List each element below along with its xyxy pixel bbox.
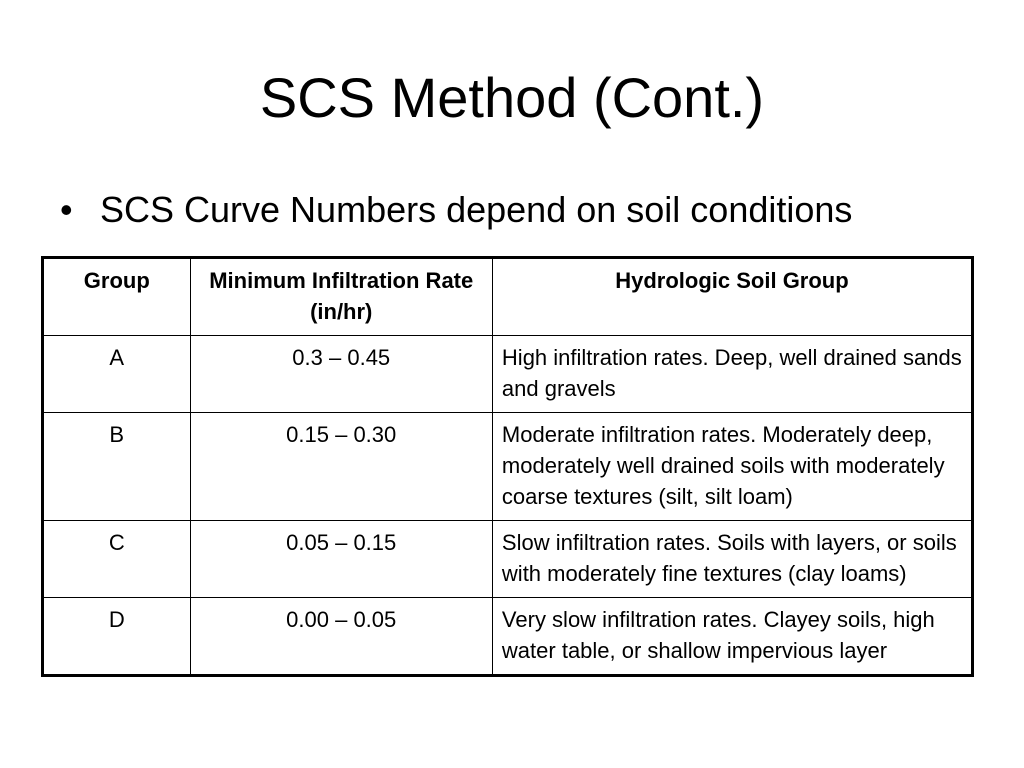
- cell-rate: 0.05 – 0.15: [190, 521, 492, 598]
- header-rate: Minimum Infiltration Rate (in/hr): [190, 258, 492, 336]
- cell-description: High infiltration rates. Deep, well drained sands and gravels: [492, 336, 972, 413]
- cell-description: Slow infiltration rates. Soils with layers, or soils with moderately fine textures (clay loams): [492, 521, 972, 598]
- header-group: Group: [43, 258, 191, 336]
- cell-rate: 0.3 – 0.45: [190, 336, 492, 413]
- table-row: [43, 598, 973, 676]
- slide-title: SCS Method (Cont.): [259, 66, 765, 129]
- cell-description: Moderate infiltration rates. Moderately deep, moderately well drained soils with moderately coarse textures (silt, silt loam): [492, 413, 972, 521]
- bullet-text: SCS Curve Numbers depend on soil conditions: [100, 189, 853, 230]
- cell-rate: 0.15 – 0.30: [190, 413, 492, 521]
- cell-description: Very slow infiltration rates. Clayey soils, high water table, or shallow impervious layer: [492, 598, 972, 676]
- table-row: [43, 521, 973, 598]
- bullet-item: [60, 188, 852, 232]
- cell-group: B: [43, 413, 191, 521]
- header-description: Hydrologic Soil Group: [492, 258, 972, 336]
- table-row: [43, 336, 973, 413]
- soil-group-table: [41, 256, 974, 677]
- table-row: [43, 413, 973, 521]
- bullet-icon: •: [60, 189, 73, 230]
- table-header-row: [43, 258, 973, 336]
- cell-group: D: [43, 598, 191, 676]
- cell-group: C: [43, 521, 191, 598]
- cell-rate: 0.00 – 0.05: [190, 598, 492, 676]
- cell-group: A: [43, 336, 191, 413]
